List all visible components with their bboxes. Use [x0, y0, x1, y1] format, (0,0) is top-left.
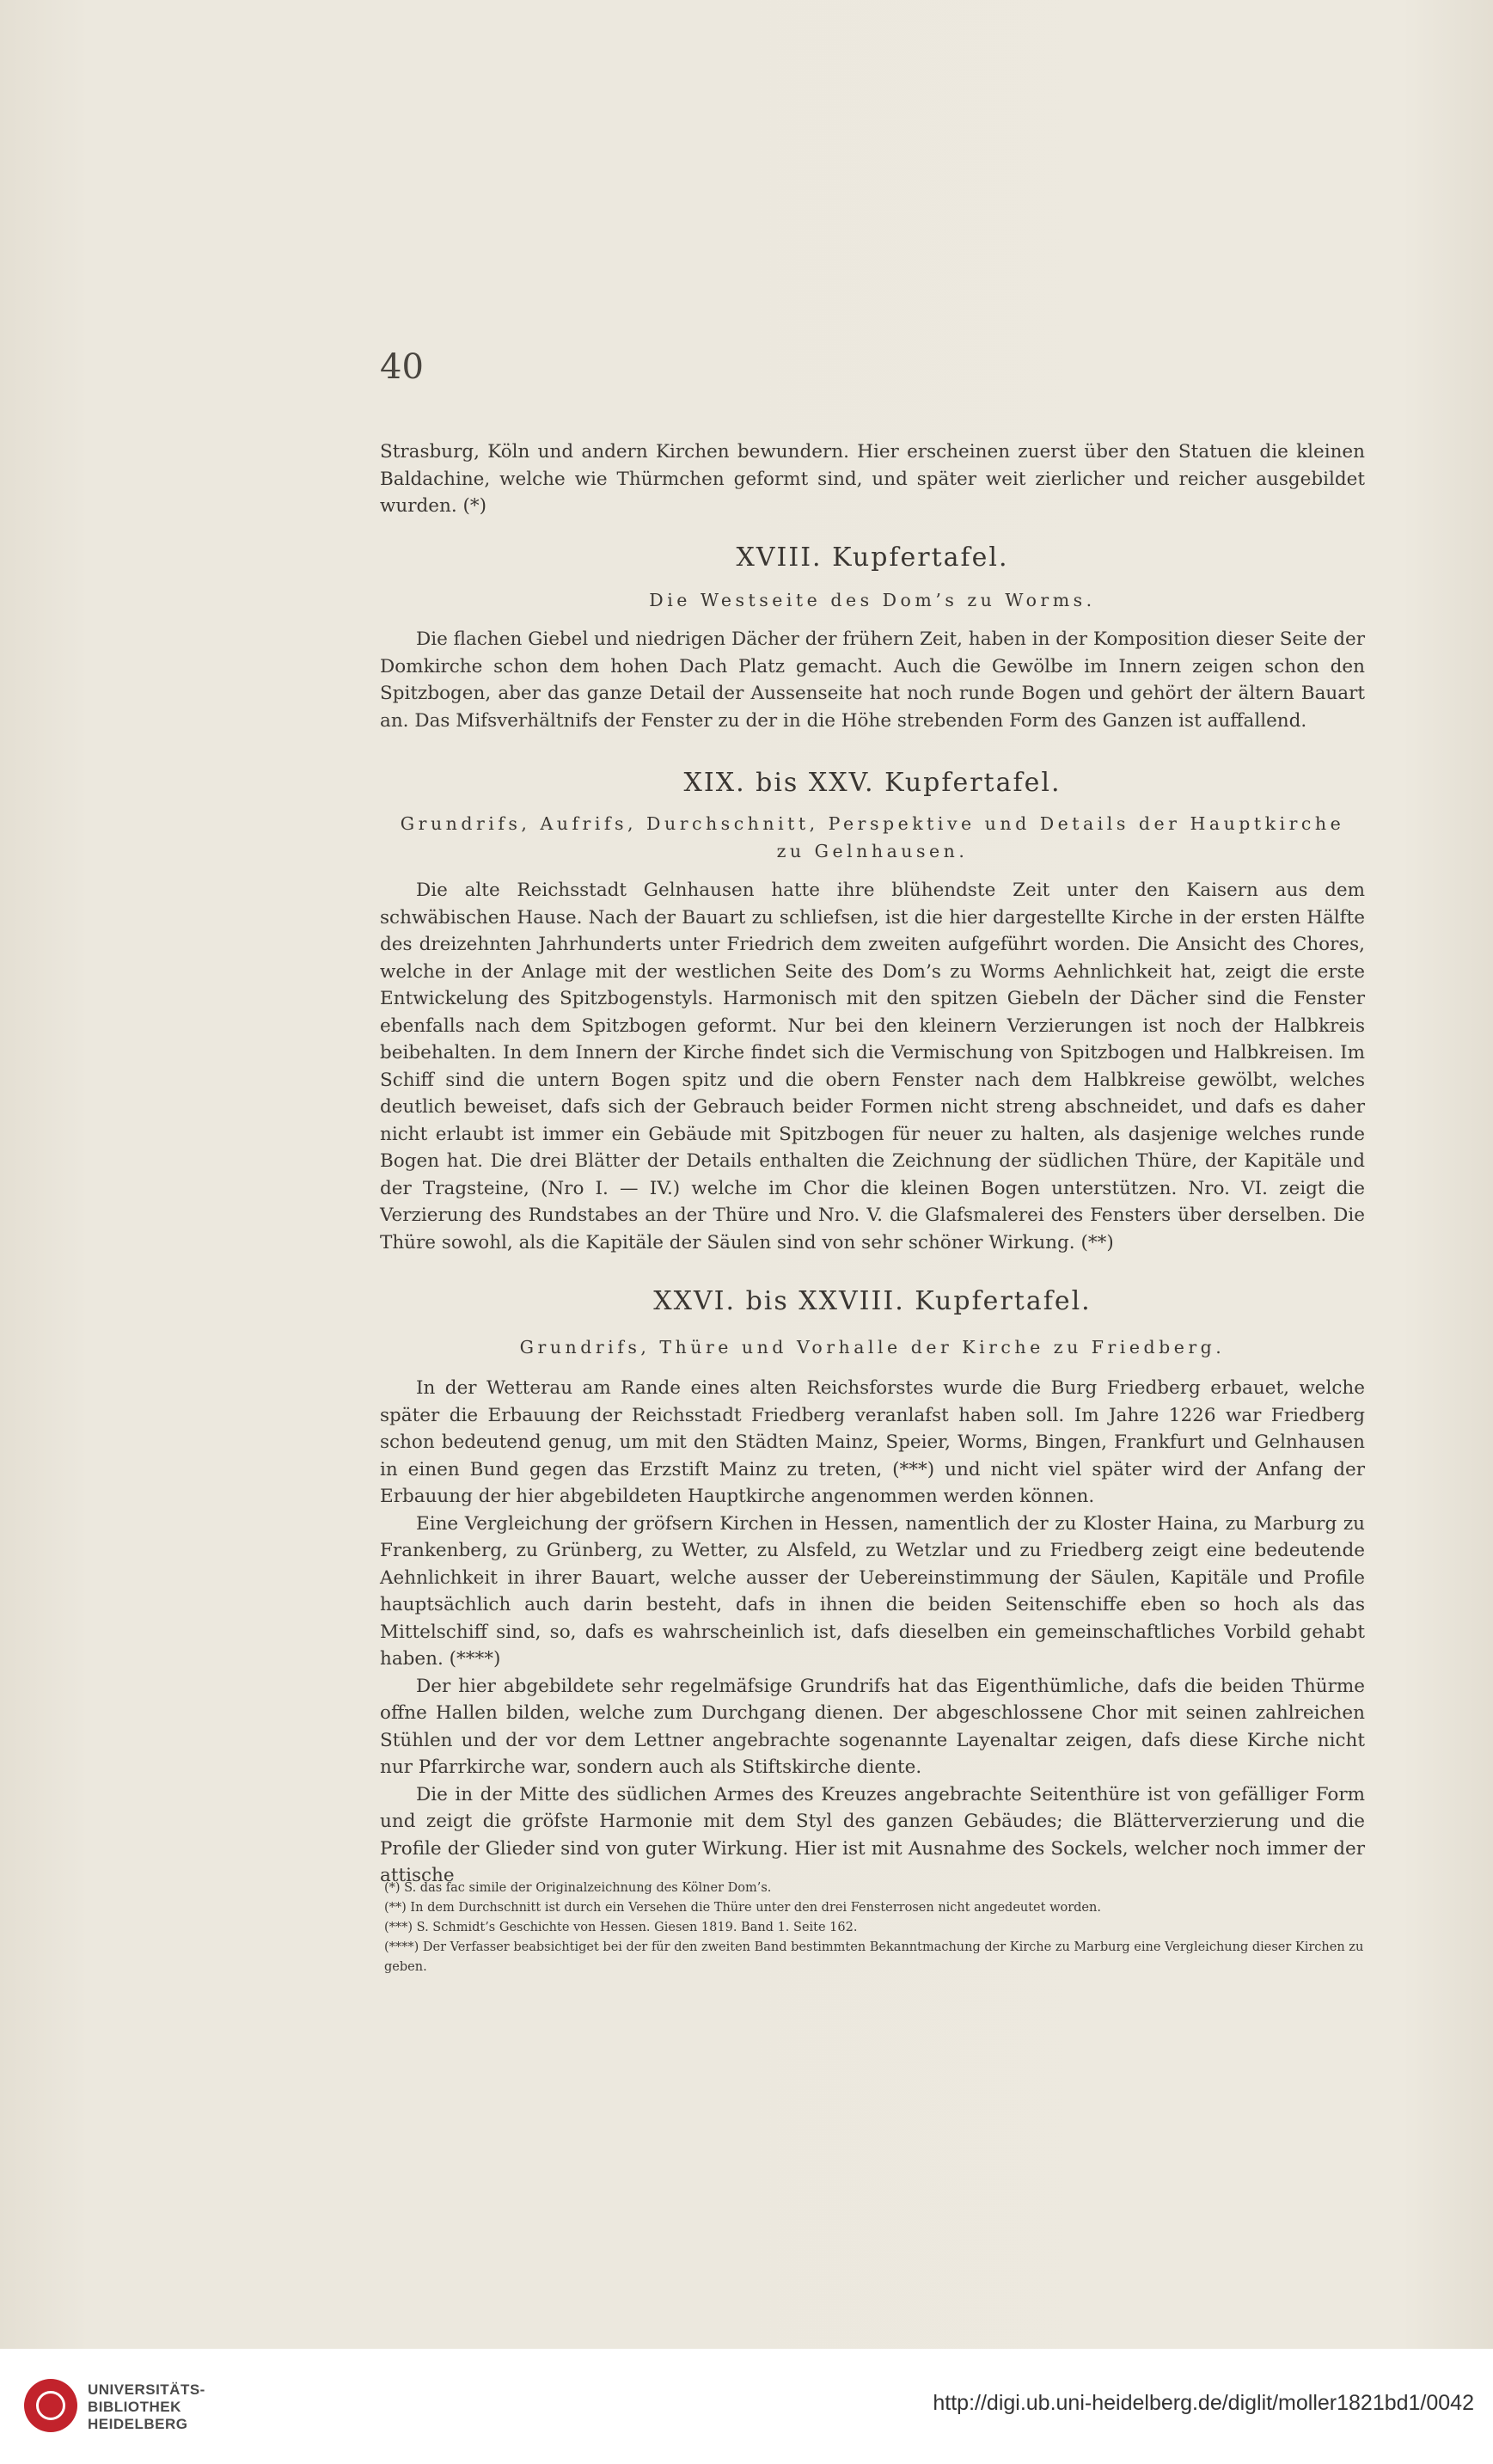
seal-ring [36, 2391, 65, 2420]
footnote: (****) Der Verfasser beabsichtiget bei der für den zweiten Band bestimmten Bekanntmachung der Kirche zu Marburg eine Vergleichung dieser Kirchen zu geben. [384, 1940, 1364, 1974]
intro-block [380, 438, 1365, 520]
permalink[interactable]: http://digi.ub.uni-heidelberg.de/diglit/moller1821bd1/0042 [933, 2391, 1474, 2415]
library-name [88, 2381, 205, 2433]
section-title: XXVI. bis XXVIII. Kupfertafel. [653, 1286, 1092, 1316]
section-paragraph: Die in der Mitte des südlichen Armes des Kreuzes angebrachte Seitenthüre ist von gefälliger Form und zeigt die gröfste Harmonie mit dem Styl des ganzen Gebäudes; die Blätterverzierung und die Profile der Glieder sind von guter Wirkung. Hier ist mit Ausnahme des Sockels, welcher noch immer der attische [380, 1783, 1365, 1886]
footnote: (*) S. das fac simile der Originalzeichnung des Kölner Dom’s. [384, 1881, 772, 1895]
section-subtitle: Die Westseite des Dom’s zu Worms. [649, 590, 1096, 610]
university-seal-icon [24, 2379, 77, 2432]
section-paragraph: In der Wetterau am Rande eines alten Reichsforstes wurde die Burg Friedberg erbauet, welche später die Erbauung der Reichsstadt Friedberg veranlafst haben soll. Im Jahre 1226 war Friedberg schon bedeutend genug, um mit den Städten Mainz, Speier, Worms, Bingen, Frankfurt und Gelnhausen in einen Bund gegen das Erzstift Mainz zu treten, (***) und nicht viel später wird der Anfang der Erbauung der hier abgebildeten Hauptkirche angenommen werden können. [380, 1377, 1365, 1507]
section-xviii [380, 542, 1365, 734]
section-subtitle-line2: zu Gelnhausen. [776, 841, 969, 861]
section-title: XIX. bis XXV. Kupfertafel. [683, 768, 1062, 798]
footnote: (***) S. Schmidt’s Geschichte von Hessen. Giesen 1819. Band 1. Seite 162. [384, 1921, 858, 1934]
section-paragraph: Die flachen Giebel und niedrigen Dächer der frühern Zeit, haben in der Komposition dieser Seite der Domkirche schon dem hohen Dach Platz gemacht. Auch die Gewölbe im Innern zeigen schon den Spitzbogen, aber das ganze Detail der Aussenseite hat noch runde Bogen und gehört der ältern Bauart an. Das Mifsverhältnifs der Fenster zu der in die Höhe strebenden Form des Ganzen ist auffallend. [380, 628, 1365, 732]
section-subtitle-line1: Grundrifs, Aufrifs, Durchschnitt, Perspektive und Details der Hauptkirche [400, 813, 1345, 834]
library-name-line: UNIVERSITÄTS- [88, 2381, 205, 2398]
section-title: XVIII. Kupfertafel. [736, 542, 1009, 573]
library-name-line: HEIDELBERG [88, 2416, 188, 2432]
section-paragraph: Eine Vergleichung der gröfsern Kirchen in Hessen, namentlich der zu Kloster Haina, zu Marburg zu Frankenberg, zu Grünberg, zu Wetter, zu Alsfeld, zu Wetzlar und zu Friedberg zeigt eine bedeutende Aehnlichkeit in ihrer Bauart, welche ausser der Uebereinstimmung der Säulen, Kapitäle und Profile hauptsächlich auch darin besteht, dafs in ihnen die beiden Seitenschiffe eben so hoch als das Mittelschiff sind, so, dafs es wahrscheinlich ist, dafs dieselben ein gemeinschaftliches Vorbild gehabt haben. (****) [380, 1512, 1365, 1670]
section-paragraph: Die alte Reichsstadt Gelnhausen hatte ihre blühendste Zeit unter den Kaisern aus dem schwäbischen Hause. Nach der Bauart zu schliefsen, ist die hier dargestellte Kirche in der ersten Hälfte des dreizehnten Jahrhunderts unter Friedrich dem zweiten aufgeführt worden. Die Ansicht des Chores, welche in der Anlage mit der westlichen Seite des Dom’s zu Worms Aehnlichkeit hat, zeigt die erste Entwickelung des Spitzbogenstyls. Harmonisch mit den spitzen Giebeln der Dächer sind die Fenster ebenfalls nach dem Spitzbogen geformt. Nur bei den kleinern Verzierungen ist noch der Halbkreis beibehalten. In dem Innern der Kirche findet sich die Vermischung von Spitzbogen und Halbkreisen. Im Schiff sind die untern Bogen spitz und die obern Fenster nach dem Halbkreise gewölbt, welches deutlich beweiset, dafs sich der Gebrauch beider Formen nicht streng abschneidet, und dafs es daher nicht erlaubt ist immer ein Gebäude mit Spitzbogen für neuer zu halten, als dasjenige welches runde Bogen hat. Die drei Blätter der Details enthalten die Zeichnung der südlichen Thüre, der Kapitäle und der Tragsteine, (Nro I. — IV.) welche im Chor die kleinen Bogen unterstützen. Nro. VI. zeigt die Verzierung des Rundstabes an der Thüre und Nro. V. die Glafsmalerei des Fensters über derselben. Die Thüre sowohl, als die Kapitäle der Säulen sind von sehr schöner Wirkung. (**) [380, 880, 1365, 1253]
section-subtitle: Grundrifs, Thüre und Vorhalle der Kirche zu Friedberg. [519, 1337, 1226, 1358]
footnotes [380, 1879, 1365, 1977]
section-paragraph: Der hier abgebildete sehr regelmäfsige Grundrifs hat das Eigenthümliche, dafs die beiden Thürme offne Hallen bilden, welche zum Durchgang dienen. Der abgeschlossene Chor mit seinen zahlreichen Stühlen und der vor dem Lettner angebrachte sogenannte Layenaltar zeigen, dafs diese Kirche nicht nur Pfarrkirche war, sondern auch als Stiftskirche diente. [380, 1675, 1365, 1778]
section-xxvi-xxviii [380, 1286, 1365, 1890]
footnote: (**) In dem Durchschnitt ist durch ein Versehen die Thüre unter den drei Fensterrosen nicht angedeutet worden. [384, 1901, 1101, 1915]
library-name-line: BIBLIOTHEK [88, 2399, 181, 2415]
page-number: 40 [380, 347, 424, 387]
section-xix-xxv [380, 768, 1365, 1256]
intro-paragraph: Strasburg, Köln und andern Kirchen bewundern. Hier erscheinen zuerst über den Statuen die kleinen Baldachine, welche wie Thürmchen geformt sind, und später weit zierlicher und reicher ausgebildet wurden. (*) [380, 441, 1365, 517]
